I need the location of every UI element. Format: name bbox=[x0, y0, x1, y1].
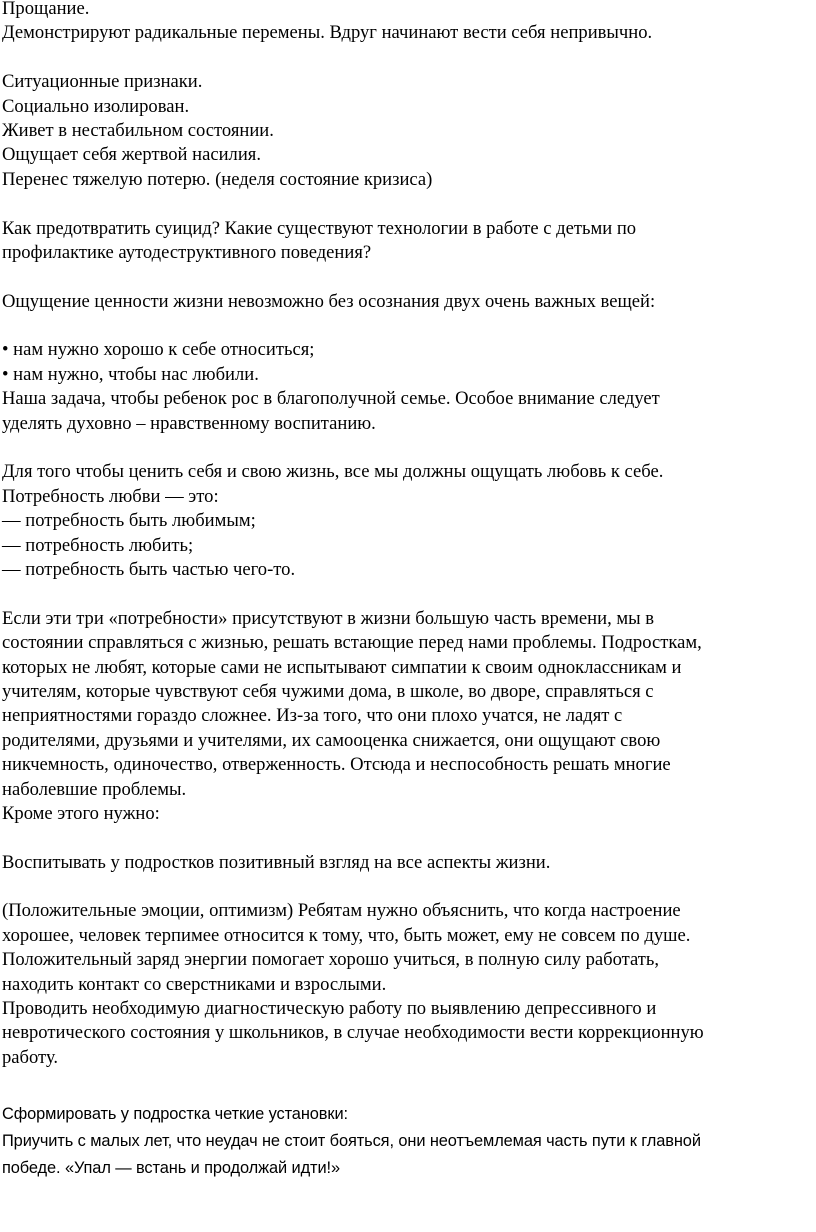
text-line: Ситуационные признаки. bbox=[2, 71, 203, 93]
paragraph-gap bbox=[2, 46, 816, 70]
text-line: Приучить с малых лет, что неудач не стоит бояться, они неотъемлемая часть пути к главной bbox=[2, 1131, 701, 1150]
text-line: профилактике аутодеструктивного поведения? bbox=[2, 241, 372, 263]
paragraph-needs-list bbox=[2, 338, 816, 436]
text-line: работу. bbox=[2, 1046, 59, 1068]
text-line: Демонстрируют радикальные перемены. Вдруг начинают вести себя непривычно. bbox=[2, 22, 653, 44]
paragraph-gap bbox=[2, 875, 816, 899]
paragraph-positive-view bbox=[2, 851, 816, 875]
text-line: неприятностями гораздо сложнее. Из-за того, что они плохо учатся, не ладят с bbox=[2, 705, 623, 727]
paragraph-positive-emotions bbox=[2, 899, 816, 1070]
text-line: состоянии справляться с жизнью, решать встающие перед нами проблемы. Подросткам, bbox=[2, 632, 702, 654]
text-line: Наша задача, чтобы ребенок рос в благополучной семье. Особое внимание следует bbox=[2, 388, 660, 410]
text-line: • нам нужно хорошо к себе относиться; bbox=[2, 339, 315, 361]
text-line: Ощущает себя жертвой насилия. bbox=[2, 144, 261, 166]
text-line: Положительный заряд энергии помогает хорошо учиться, в полную силу работать, bbox=[2, 949, 660, 971]
text-line: (Положительные эмоции, оптимизм) Ребятам нужно объяснить, что когда настроение bbox=[2, 900, 681, 922]
paragraph-gap bbox=[2, 314, 816, 338]
text-line: родителями, друзьями и учителями, их самооценка снижается, они ощущают свою bbox=[2, 729, 661, 751]
text-line: учителям, которые чувствуют себя чужими дома, в школе, во дворе, справляться с bbox=[2, 680, 654, 702]
paragraph-gap bbox=[2, 265, 816, 289]
paragraph-gap bbox=[2, 436, 816, 460]
text-line: которых не любят, которые сами не испытывают симпатии к своим одноклассникам и bbox=[2, 656, 682, 678]
text-line: • нам нужно, чтобы нас любили. bbox=[2, 363, 259, 385]
text-line: Прощание. bbox=[2, 0, 90, 19]
text-line: Кроме этого нужно: bbox=[2, 802, 160, 824]
paragraph-gap bbox=[2, 192, 816, 216]
text-line: Живет в нестабильном состоянии. bbox=[2, 119, 274, 141]
text-line: — потребность быть частью чего-то. bbox=[2, 558, 296, 580]
paragraph-life-value bbox=[2, 290, 816, 314]
text-line: Ощущение ценности жизни невозможно без осознания двух очень важных вещей: bbox=[2, 290, 656, 312]
text-line: Перенес тяжелую потерю. (неделя состояние кризиса) bbox=[2, 168, 433, 190]
paragraph-gap bbox=[2, 1070, 816, 1094]
paragraph-gap bbox=[2, 582, 816, 606]
text-line: Если эти три «потребности» присутствуют в жизни большую часть времени, мы в bbox=[2, 607, 655, 629]
paragraph-prevention-question bbox=[2, 217, 816, 266]
paragraph-farewell bbox=[2, 0, 816, 46]
text-line: Для того чтобы ценить себя и свою жизнь, все мы должны ощущать любовь к себе. bbox=[2, 461, 664, 483]
paragraph-three-needs bbox=[2, 607, 816, 827]
text-line: уделять духовно – нравственному воспитанию. bbox=[2, 412, 376, 434]
text-line: — потребность быть любимым; bbox=[2, 510, 256, 532]
text-line: наболевшие проблемы. bbox=[2, 778, 187, 800]
text-line: никчемность, одиночество, отверженность. Отсюда и неспособность решать многие bbox=[2, 754, 671, 776]
text-line: невротического состояния у школьников, в случае необходимости вести коррекционную bbox=[2, 1022, 704, 1044]
paragraph-attitudes bbox=[2, 1101, 816, 1182]
paragraph-gap bbox=[2, 826, 816, 850]
text-line: Потребность любви — это: bbox=[2, 485, 219, 507]
text-line: Проводить необходимую диагностическую работу по выявлению депрессивного и bbox=[2, 998, 657, 1020]
text-line: Социально изолирован. bbox=[2, 95, 190, 117]
text-line: Сформировать у подростка четкие установки: bbox=[2, 1104, 348, 1123]
text-line: хорошее, человек терпимее относится к тому, что, быть может, ему не совсем по душе. bbox=[2, 924, 691, 946]
paragraph-need-for-love bbox=[2, 460, 816, 582]
text-line: находить контакт со сверстниками и взрослыми. bbox=[2, 973, 387, 995]
text-line: — потребность любить; bbox=[2, 534, 194, 556]
text-line: Как предотвратить суицид? Какие существуют технологии в работе с детьми по bbox=[2, 217, 637, 239]
paragraph-situational-signs bbox=[2, 70, 816, 192]
text-line: Воспитывать у подростков позитивный взгляд на все аспекты жизни. bbox=[2, 851, 551, 873]
text-line: победе. «Упал — встань и продолжай идти!» bbox=[2, 1158, 340, 1177]
